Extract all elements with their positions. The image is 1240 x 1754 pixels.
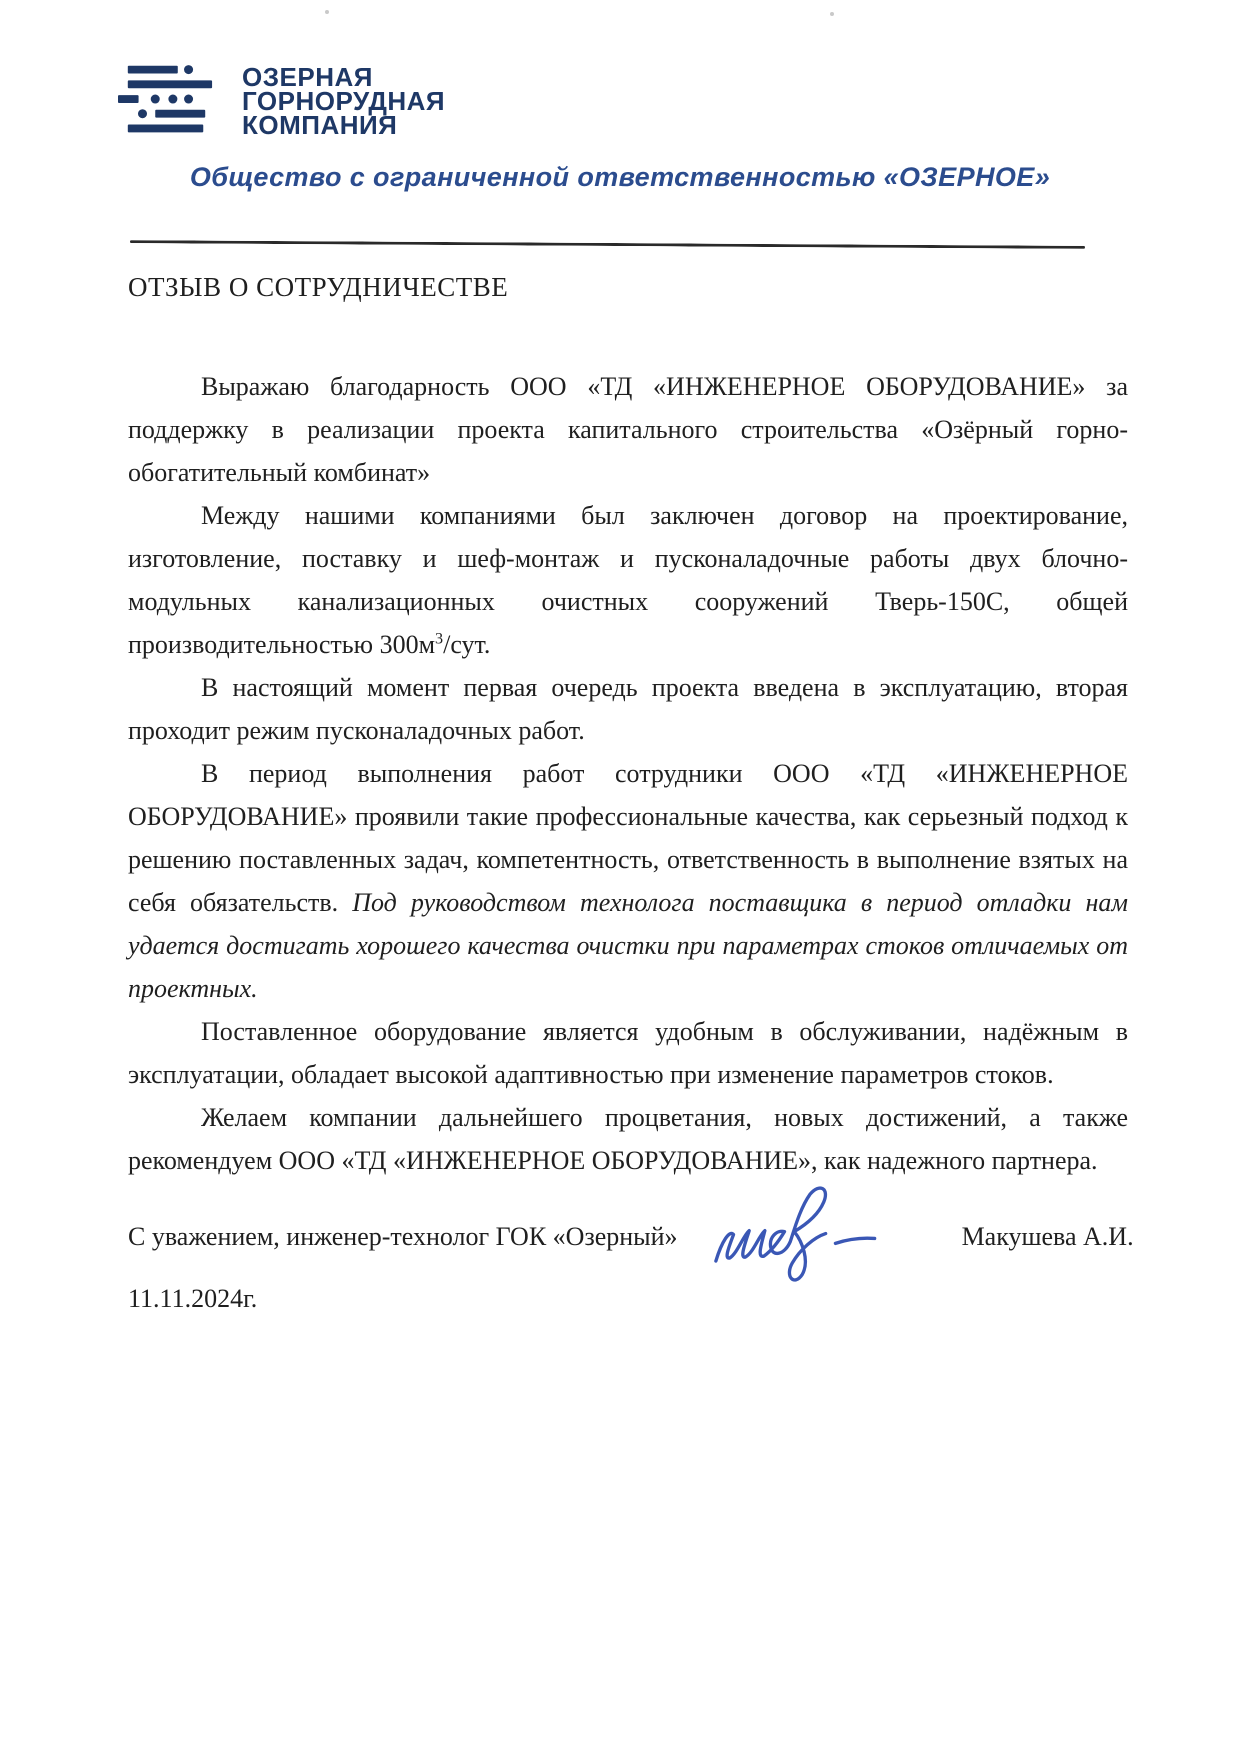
letterhead: [118, 62, 446, 140]
scan-speckle: [830, 12, 834, 16]
paragraph: В настоящий момент первая очередь проекта введена в эксплуатацию, вторая проходит режим пусконаладочных работ.: [128, 673, 1128, 745]
document-title: ОТЗЫВ О СОТРУДНИЧЕСТВЕ: [128, 272, 509, 302]
scan-speckle: [325, 10, 329, 14]
logo-line-1: ОЗЕРНАЯ: [242, 62, 373, 92]
organization-name-heading: Общество с ограниченной ответственностью «ОЗЕРНОЕ»: [189, 162, 1051, 192]
closing-line: С уважением, инженер-технолог ГОК «Озерный»: [128, 1222, 678, 1251]
handwritten-signature-icon: [710, 1178, 906, 1296]
paragraph: Выражаю благодарность ООО «ТД «ИНЖЕНЕРНОЕ ОБОРУДОВАНИЕ» за поддержку в реализации проекта капитального строительства «Озёрный горно-обогатительный комбинат»: [128, 372, 1128, 487]
paragraphs-container: [128, 365, 1128, 1182]
paragraph: Поставленное оборудование является удобным в обслуживании, надёжным в эксплуатации, обладает высокой адаптивностью при изменение параметров стоков.: [128, 1017, 1128, 1089]
company-logo-icon: [118, 64, 216, 136]
paragraph: В период выполнения работ сотрудники ООО «ТД «ИНЖЕНЕРНОЕ ОБОРУДОВАНИЕ» проявили такие профессиональные качества, как серьезный подход к решению поставленных задач, компетентность, ответственность в выполнение взятых на себя обязательств. Под руководством технолога поставщика в период отладки нам удается достигать хорошего качества очистки при параметрах стоков отличаемых от проектных.: [128, 759, 1128, 1003]
logo-line-3: КОМПАНИЯ: [242, 110, 398, 140]
signer-name: Макушева А.И.: [961, 1222, 1134, 1251]
letter-date: 11.11.2024г.: [128, 1284, 258, 1313]
paragraph: Между нашими компаниями был заключен договор на проектирование, изготовление, поставку и шеф-монтаж и пусконаладочные работы двух блочно-модульных канализационных очистных сооружений Тверь-150С, общей производительностью $300м^3$/сут.: [128, 501, 1128, 659]
letter-body: [128, 272, 1128, 1182]
paragraph: Желаем компании дальнейшего процветания, новых достижений, а также рекомендуем ООО «ТД «ИНЖЕНЕРНОЕ ОБОРУДОВАНИЕ», как надежного партнера.: [128, 1103, 1128, 1175]
logo-line-2: ГОРНОРУДНАЯ: [242, 86, 446, 116]
header-divider: [130, 240, 1085, 249]
company-logo-text: [242, 62, 446, 140]
signature-row: [128, 1178, 1134, 1296]
